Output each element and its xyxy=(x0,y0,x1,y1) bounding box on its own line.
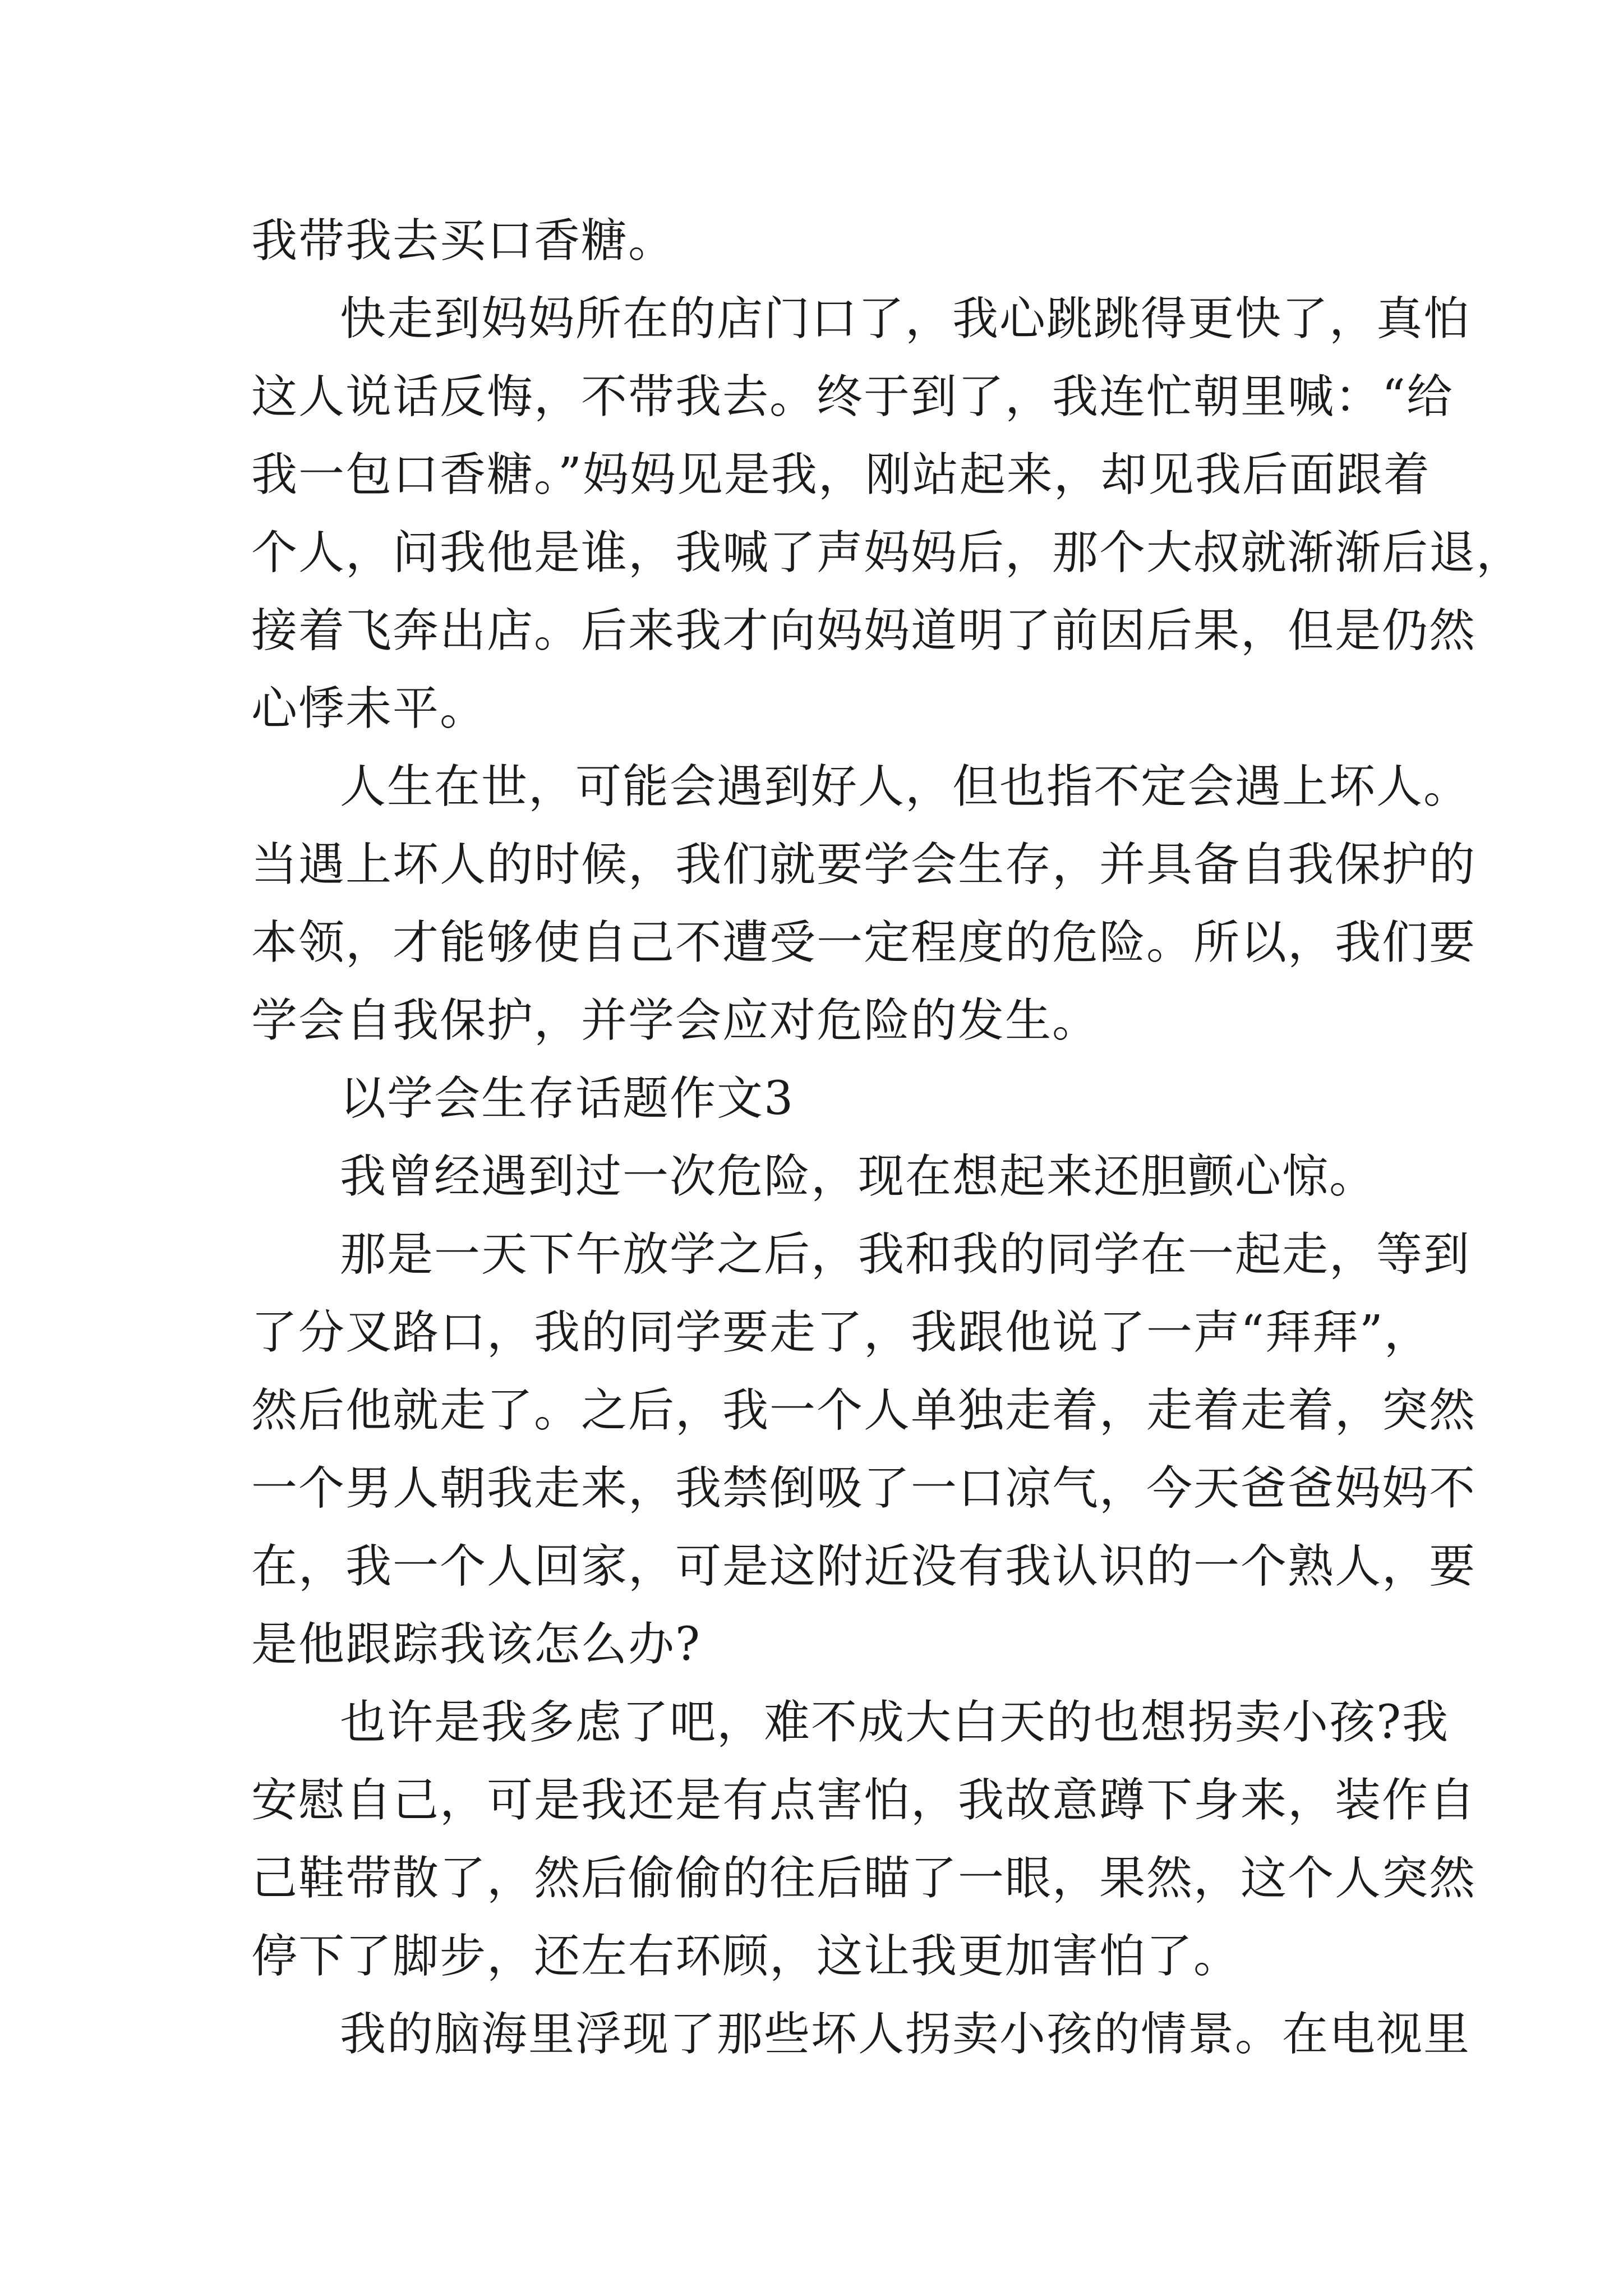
text-line: 快走到妈妈所在的店门口了，我心跳跳得更快了，真怕 xyxy=(340,292,1471,346)
text-line: 也许是我多虑了吧，难不成大白天的也想拐卖小孩?我 xyxy=(340,1696,1449,1749)
text-line: 接着飞奔出店。后来我才向妈妈道明了前因后果，但是仍然 xyxy=(251,604,1477,657)
section-heading: 以学会生存话题作文3 xyxy=(340,1072,795,1125)
text-line: 我带我去买口香糖。 xyxy=(251,214,676,268)
text-line: 本领，才能够使自己不遭受一定程度的危险。所以，我们要 xyxy=(251,916,1477,969)
text-line: 我曾经遇到过一次危险，现在想起来还胆颤心惊。 xyxy=(340,1150,1377,1203)
text-line: 这人说话反悔，不带我去。终于到了，我连忙朝里喊：“给 xyxy=(251,370,1454,424)
text-line: 个人，问我他是谁，我喊了声妈妈后，那个大叔就渐渐后退， xyxy=(251,526,1524,579)
text-line: 己鞋带散了，然后偷偷的往后瞄了一眼，果然，这个人突然 xyxy=(251,1852,1477,1905)
text-line: 学会自我保护，并学会应对危险的发生。 xyxy=(251,994,1100,1047)
text-line: 那是一天下午放学之后，我和我的同学在一起走，等到 xyxy=(340,1228,1471,1281)
text-line: 安慰自己，可是我还是有点害怕，我故意蹲下身来，装作自 xyxy=(251,1774,1477,1827)
text-line: 然后他就走了。之后，我一个人单独走着，走着走着，突然 xyxy=(251,1384,1477,1437)
text-line: 了分叉路口，我的同学要走了，我跟他说了一声“拜拜”， xyxy=(251,1306,1431,1359)
text-line: 人生在世，可能会遇到好人，但也指不定会遇上坏人。 xyxy=(340,760,1471,813)
text-line: 我的脑海里浮现了那些坏人拐卖小孩的情景。在电视里 xyxy=(340,2008,1471,2061)
text-line: 停下了脚步，还左右环顾，这让我更加害怕了。 xyxy=(251,1930,1241,1983)
text-line: 心悸未平。 xyxy=(251,682,487,735)
text-line: 是他跟踪我该怎么办? xyxy=(251,1618,701,1671)
text-line: 在，我一个人回家，可是这附近没有我认识的一个熟人，要 xyxy=(251,1540,1477,1593)
text-line: 一个男人朝我走来，我禁倒吸了一口凉气，今天爸爸妈妈不 xyxy=(251,1462,1477,1515)
text-line: 我一包口香糖。”妈妈见是我，刚站起来，却见我后面跟着 xyxy=(251,448,1431,501)
text-line: 当遇上坏人的时候，我们就要学会生存，并具备自我保护的 xyxy=(251,838,1477,891)
